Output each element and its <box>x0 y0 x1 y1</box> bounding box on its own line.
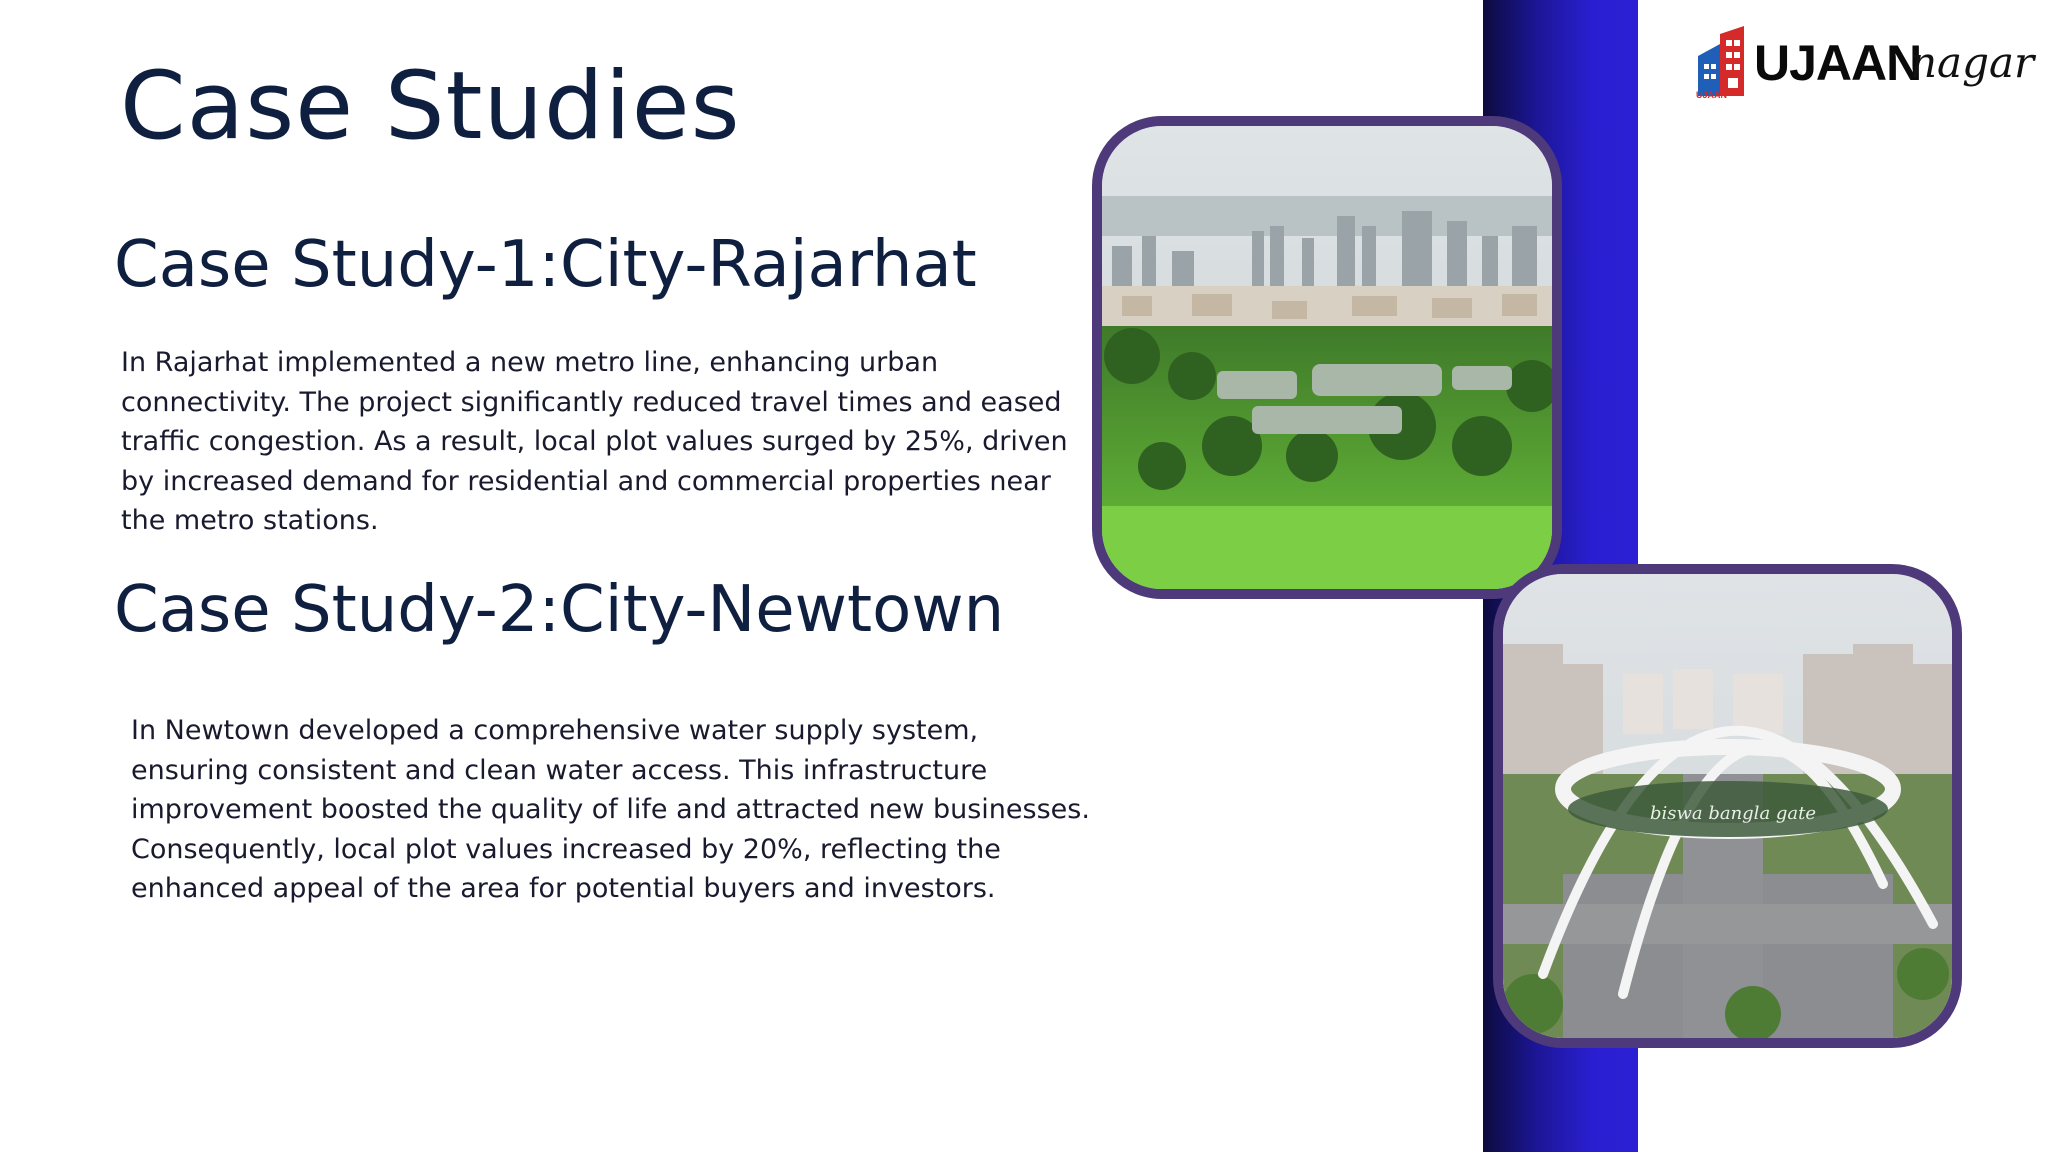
page-title: Case Studies <box>120 52 741 161</box>
case-study-1-heading: Case Study-1:City-Rajarhat <box>114 228 977 302</box>
case-study-1-body: In Rajarhat implemented a new metro line, enhancing urban connectivity. The project significantly reduced travel times and eased traffic congestion. As a result, local plot values surged by 25%, driven by increased demand for residential and commercial properties near the metro stations. <box>121 347 1068 536</box>
logo-script-text: nagar <box>1910 38 2035 87</box>
case-study-2-heading: Case Study-2:City-Newtown <box>114 573 1005 647</box>
rajarhat-aerial-photo <box>1092 116 1562 599</box>
gate-caption: biswa bangla gate <box>1649 803 1817 824</box>
logo-mini-text: UJAAN <box>1696 90 1728 100</box>
rajarhat-photo-illustration <box>1102 126 1552 589</box>
gate-photo-illustration <box>1503 574 1952 1038</box>
case-study-2-body: In Newtown developed a comprehensive water supply system, ensuring consistent and clean water access. This infrastructure improvement boosted the quality of life and attracted new businesses. Consequently, local plot values increased by 20%, reflecting the enhanced appeal of the area for potential buyers and investors. <box>131 715 1090 904</box>
biswa-bangla-gate-photo <box>1493 564 1962 1048</box>
ujaan-nagar-logo <box>1692 22 2035 112</box>
logo-brand-text: UJAAN <box>1754 35 1922 91</box>
